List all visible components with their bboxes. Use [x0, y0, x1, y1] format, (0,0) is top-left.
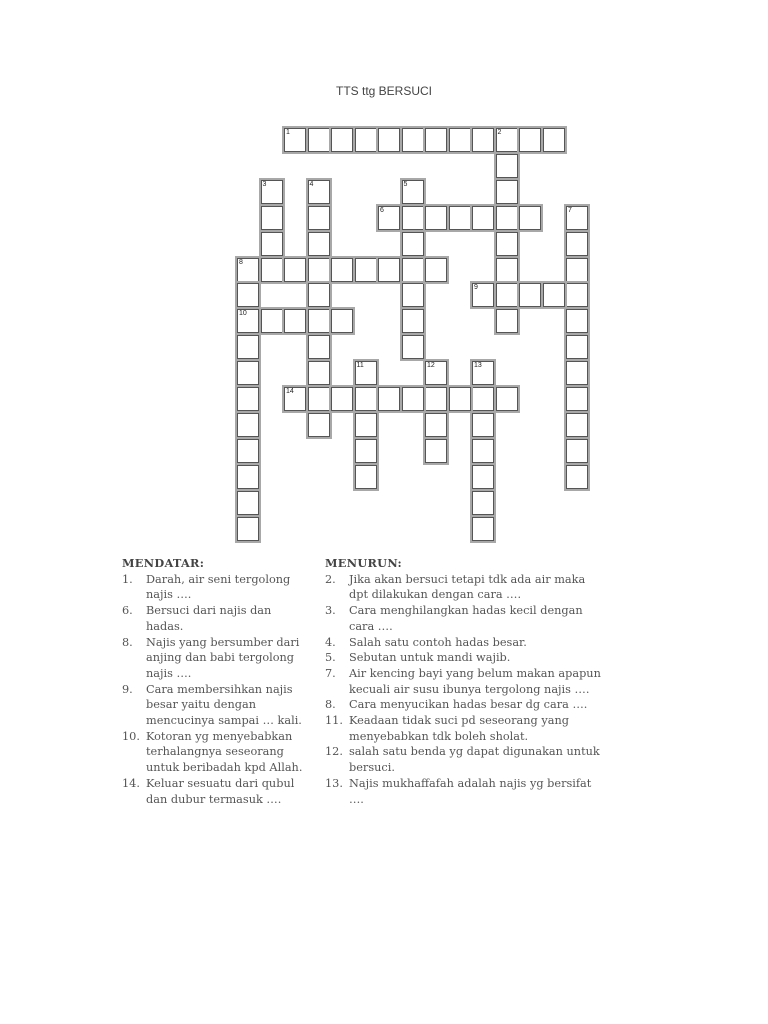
grid-cell[interactable]	[308, 335, 330, 359]
across-clue	[122, 776, 312, 807]
down-clue	[325, 666, 605, 697]
cell-number: 5	[403, 180, 408, 188]
grid-cell[interactable]	[566, 283, 588, 307]
clue-text: Jika akan bersuci tetapi tdk ada air maka dpt dilakukan dengan cara ….	[349, 572, 586, 602]
grid-cell[interactable]	[402, 309, 424, 333]
grid-cell[interactable]	[496, 128, 518, 152]
grid-cell[interactable]	[237, 309, 259, 333]
grid-cell[interactable]	[402, 258, 424, 282]
clue-number: 12.	[325, 745, 343, 759]
across-clue	[122, 572, 312, 603]
across-clue	[122, 635, 312, 682]
grid-cell[interactable]	[308, 258, 330, 282]
grid-cell[interactable]	[472, 465, 494, 489]
grid-cell[interactable]	[284, 309, 306, 333]
grid-cell[interactable]	[566, 361, 588, 385]
clue-text: Najis mukhaffafah adalah najis yg bersifat ….	[349, 776, 592, 806]
grid-cell[interactable]	[496, 258, 518, 282]
grid-cell[interactable]	[331, 128, 353, 152]
across-heading: MENDATAR:	[122, 556, 205, 570]
grid-cell[interactable]	[472, 491, 494, 515]
clue-number: 9.	[122, 682, 133, 696]
clue-text: Kotoran yg menyebabkan terhalangnya seseorang untuk beribadah kpd Allah.	[146, 729, 303, 775]
grid-cell[interactable]	[496, 180, 518, 204]
grid-cell[interactable]	[308, 128, 330, 152]
grid-cell[interactable]	[425, 439, 447, 463]
clue-number: 10.	[122, 729, 140, 743]
grid-cell[interactable]	[402, 128, 424, 152]
cell-number: 13	[474, 362, 482, 370]
grid-cell[interactable]	[402, 206, 424, 230]
grid-cell[interactable]	[237, 258, 259, 282]
grid-cell[interactable]	[237, 465, 259, 489]
cell-number: 14	[286, 388, 294, 395]
clue-text: Cara membersihkan najis besar yaitu dengan mencucinya sampai … kali.	[146, 682, 302, 728]
cell-number: 7	[568, 206, 572, 214]
grid-cell[interactable]	[472, 128, 494, 152]
grid-cell[interactable]	[496, 232, 518, 256]
clue-number: 3.	[325, 604, 336, 618]
grid-cell[interactable]	[237, 491, 259, 515]
grid-cell[interactable]	[543, 128, 565, 152]
clue-text: Keadaan tidak suci pd seseorang yang menyebabkan tdk boleh sholat.	[349, 714, 569, 743]
clue-text: Darah, air seni tergolong najis ….	[146, 572, 291, 602]
grid-cell[interactable]	[284, 387, 306, 411]
clue-text: Keluar sesuatu dari qubul dan dubur termasuk ….	[146, 776, 295, 806]
grid-cell[interactable]	[425, 387, 447, 411]
clues-across	[122, 556, 312, 807]
puzzle-title: TTS ttg BERSUCI	[335, 84, 433, 98]
down-clue	[325, 603, 605, 634]
clue-number: 5.	[325, 651, 336, 665]
grid-cell[interactable]	[261, 206, 283, 230]
clue-number: 7.	[325, 666, 336, 680]
grid-cell[interactable]	[355, 128, 377, 152]
clue-text: Cara menyucikan hadas besar dg cara ….	[349, 698, 588, 712]
grid-cell[interactable]	[566, 206, 588, 230]
grid-cell[interactable]	[355, 439, 377, 463]
clue-number: 8.	[122, 635, 133, 649]
grid-cell[interactable]	[284, 128, 306, 152]
cell-number: 12	[427, 362, 435, 370]
grid-cell[interactable]	[355, 465, 377, 489]
grid-cell[interactable]	[237, 361, 259, 385]
grid-cell[interactable]	[519, 283, 541, 307]
grid-cell[interactable]	[237, 413, 259, 437]
grid-cell[interactable]	[237, 439, 259, 463]
grid-cell[interactable]	[472, 439, 494, 463]
across-clue	[122, 603, 312, 634]
grid-cell[interactable]	[308, 283, 330, 307]
grid-cell[interactable]	[237, 335, 259, 359]
grid-cell[interactable]	[425, 206, 447, 230]
grid-cell[interactable]	[402, 232, 424, 256]
grid-cell[interactable]	[261, 258, 283, 282]
grid-cell[interactable]	[496, 206, 518, 230]
cell-number: 4	[309, 180, 314, 188]
cell-number: 11	[356, 362, 364, 370]
grid-cell[interactable]	[496, 154, 518, 178]
grid-cell[interactable]	[402, 180, 424, 204]
grid-cell[interactable]	[566, 413, 588, 437]
clue-number: 13.	[325, 776, 343, 790]
grid-cell[interactable]	[308, 309, 330, 333]
clue-text: Sebutan untuk mandi wajib.	[349, 651, 511, 665]
clue-text: salah satu benda yg dapat digunakan untuk bersuci.	[349, 745, 600, 775]
grid-cell[interactable]	[496, 283, 518, 307]
grid-cell[interactable]	[402, 283, 424, 307]
grid-cell[interactable]	[472, 413, 494, 437]
clue-text: Bersuci dari najis dan hadas.	[146, 604, 272, 633]
grid-cell[interactable]	[237, 517, 259, 541]
down-clue	[325, 713, 605, 744]
cell-number: 10	[239, 310, 247, 318]
grid-cell[interactable]	[261, 309, 283, 333]
grid-cell[interactable]	[308, 206, 330, 230]
grid-cell[interactable]	[566, 309, 588, 333]
grid-cell[interactable]	[308, 361, 330, 385]
grid-cell[interactable]	[355, 413, 377, 437]
grid-cell[interactable]	[261, 180, 283, 204]
down-clue	[325, 697, 605, 713]
cell-number: 2	[497, 129, 502, 136]
clue-text: Salah satu contoh hadas besar.	[349, 635, 527, 649]
grid-cell[interactable]	[472, 206, 494, 230]
grid-cell[interactable]	[472, 283, 494, 307]
grid-cell[interactable]	[402, 387, 424, 411]
grid-cell[interactable]	[425, 413, 447, 437]
grid-cell[interactable]	[378, 258, 400, 282]
grid-cell[interactable]	[449, 387, 471, 411]
grid-cell[interactable]	[331, 309, 353, 333]
clue-text: Air kencing bayi yang belum makan apapun kecuali air susu ibunya tergolong najis ….	[349, 666, 601, 696]
grid-cell[interactable]	[519, 206, 541, 230]
grid-cell[interactable]	[566, 465, 588, 489]
grid-cell[interactable]	[472, 387, 494, 411]
grid-cell[interactable]	[496, 309, 518, 333]
grid-cell[interactable]	[425, 361, 447, 385]
grid-cell[interactable]	[519, 128, 541, 152]
down-clue	[325, 635, 605, 651]
clues-down	[325, 556, 605, 807]
clue-text: Cara menghilangkan hadas kecil dengan cara ….	[349, 604, 583, 633]
cell-number: 6	[380, 206, 384, 214]
grid-cell[interactable]	[449, 206, 471, 230]
down-clue	[325, 776, 605, 807]
across-clue	[122, 682, 312, 729]
clue-number: 1.	[122, 572, 133, 586]
clue-number: 11.	[325, 714, 343, 728]
grid-cell[interactable]	[237, 387, 259, 411]
grid-cell[interactable]	[355, 258, 377, 282]
grid-cell[interactable]	[308, 232, 330, 256]
grid-cell[interactable]	[308, 180, 330, 204]
grid-cell[interactable]	[378, 206, 400, 230]
grid-cell[interactable]	[308, 413, 330, 437]
grid-cell[interactable]	[402, 335, 424, 359]
down-clue	[325, 572, 605, 603]
grid-cell[interactable]	[566, 258, 588, 282]
cell-number: 1	[286, 129, 290, 136]
clue-text: Najis yang bersumber dari anjing dan babi tergolong najis ….	[146, 635, 300, 680]
across-clue	[122, 729, 312, 776]
grid-cell[interactable]	[378, 128, 400, 152]
grid-cell[interactable]	[308, 387, 330, 411]
cell-number: 9	[474, 284, 478, 292]
grid-cell[interactable]	[472, 361, 494, 385]
grid-cell[interactable]	[331, 387, 353, 411]
clue-number: 4.	[325, 635, 336, 649]
grid-cell[interactable]	[543, 283, 565, 307]
grid-cell[interactable]	[449, 128, 471, 152]
clue-number: 2.	[325, 572, 336, 586]
grid-cell[interactable]	[566, 335, 588, 359]
grid-cell[interactable]	[355, 387, 377, 411]
grid-cell[interactable]	[566, 387, 588, 411]
grid-cell[interactable]	[237, 283, 259, 307]
grid-cell[interactable]	[566, 439, 588, 463]
clue-number: 8.	[325, 698, 336, 712]
grid-cell[interactable]	[425, 258, 447, 282]
cell-number: 3	[262, 180, 267, 188]
grid-cell[interactable]	[355, 361, 377, 385]
down-clue	[325, 744, 605, 775]
clue-number: 14.	[122, 776, 140, 790]
grid-cell[interactable]	[425, 128, 447, 152]
grid-cell[interactable]	[496, 387, 518, 411]
down-clue	[325, 650, 605, 666]
grid-cell[interactable]	[261, 232, 283, 256]
grid-cell[interactable]	[378, 387, 400, 411]
cell-number: 8	[239, 258, 243, 266]
down-heading: MENURUN:	[325, 556, 403, 570]
grid-cell[interactable]	[331, 258, 353, 282]
clue-number: 6.	[122, 604, 133, 618]
grid-cell[interactable]	[566, 232, 588, 256]
grid-cell[interactable]	[472, 517, 494, 541]
grid-cell[interactable]	[284, 258, 306, 282]
